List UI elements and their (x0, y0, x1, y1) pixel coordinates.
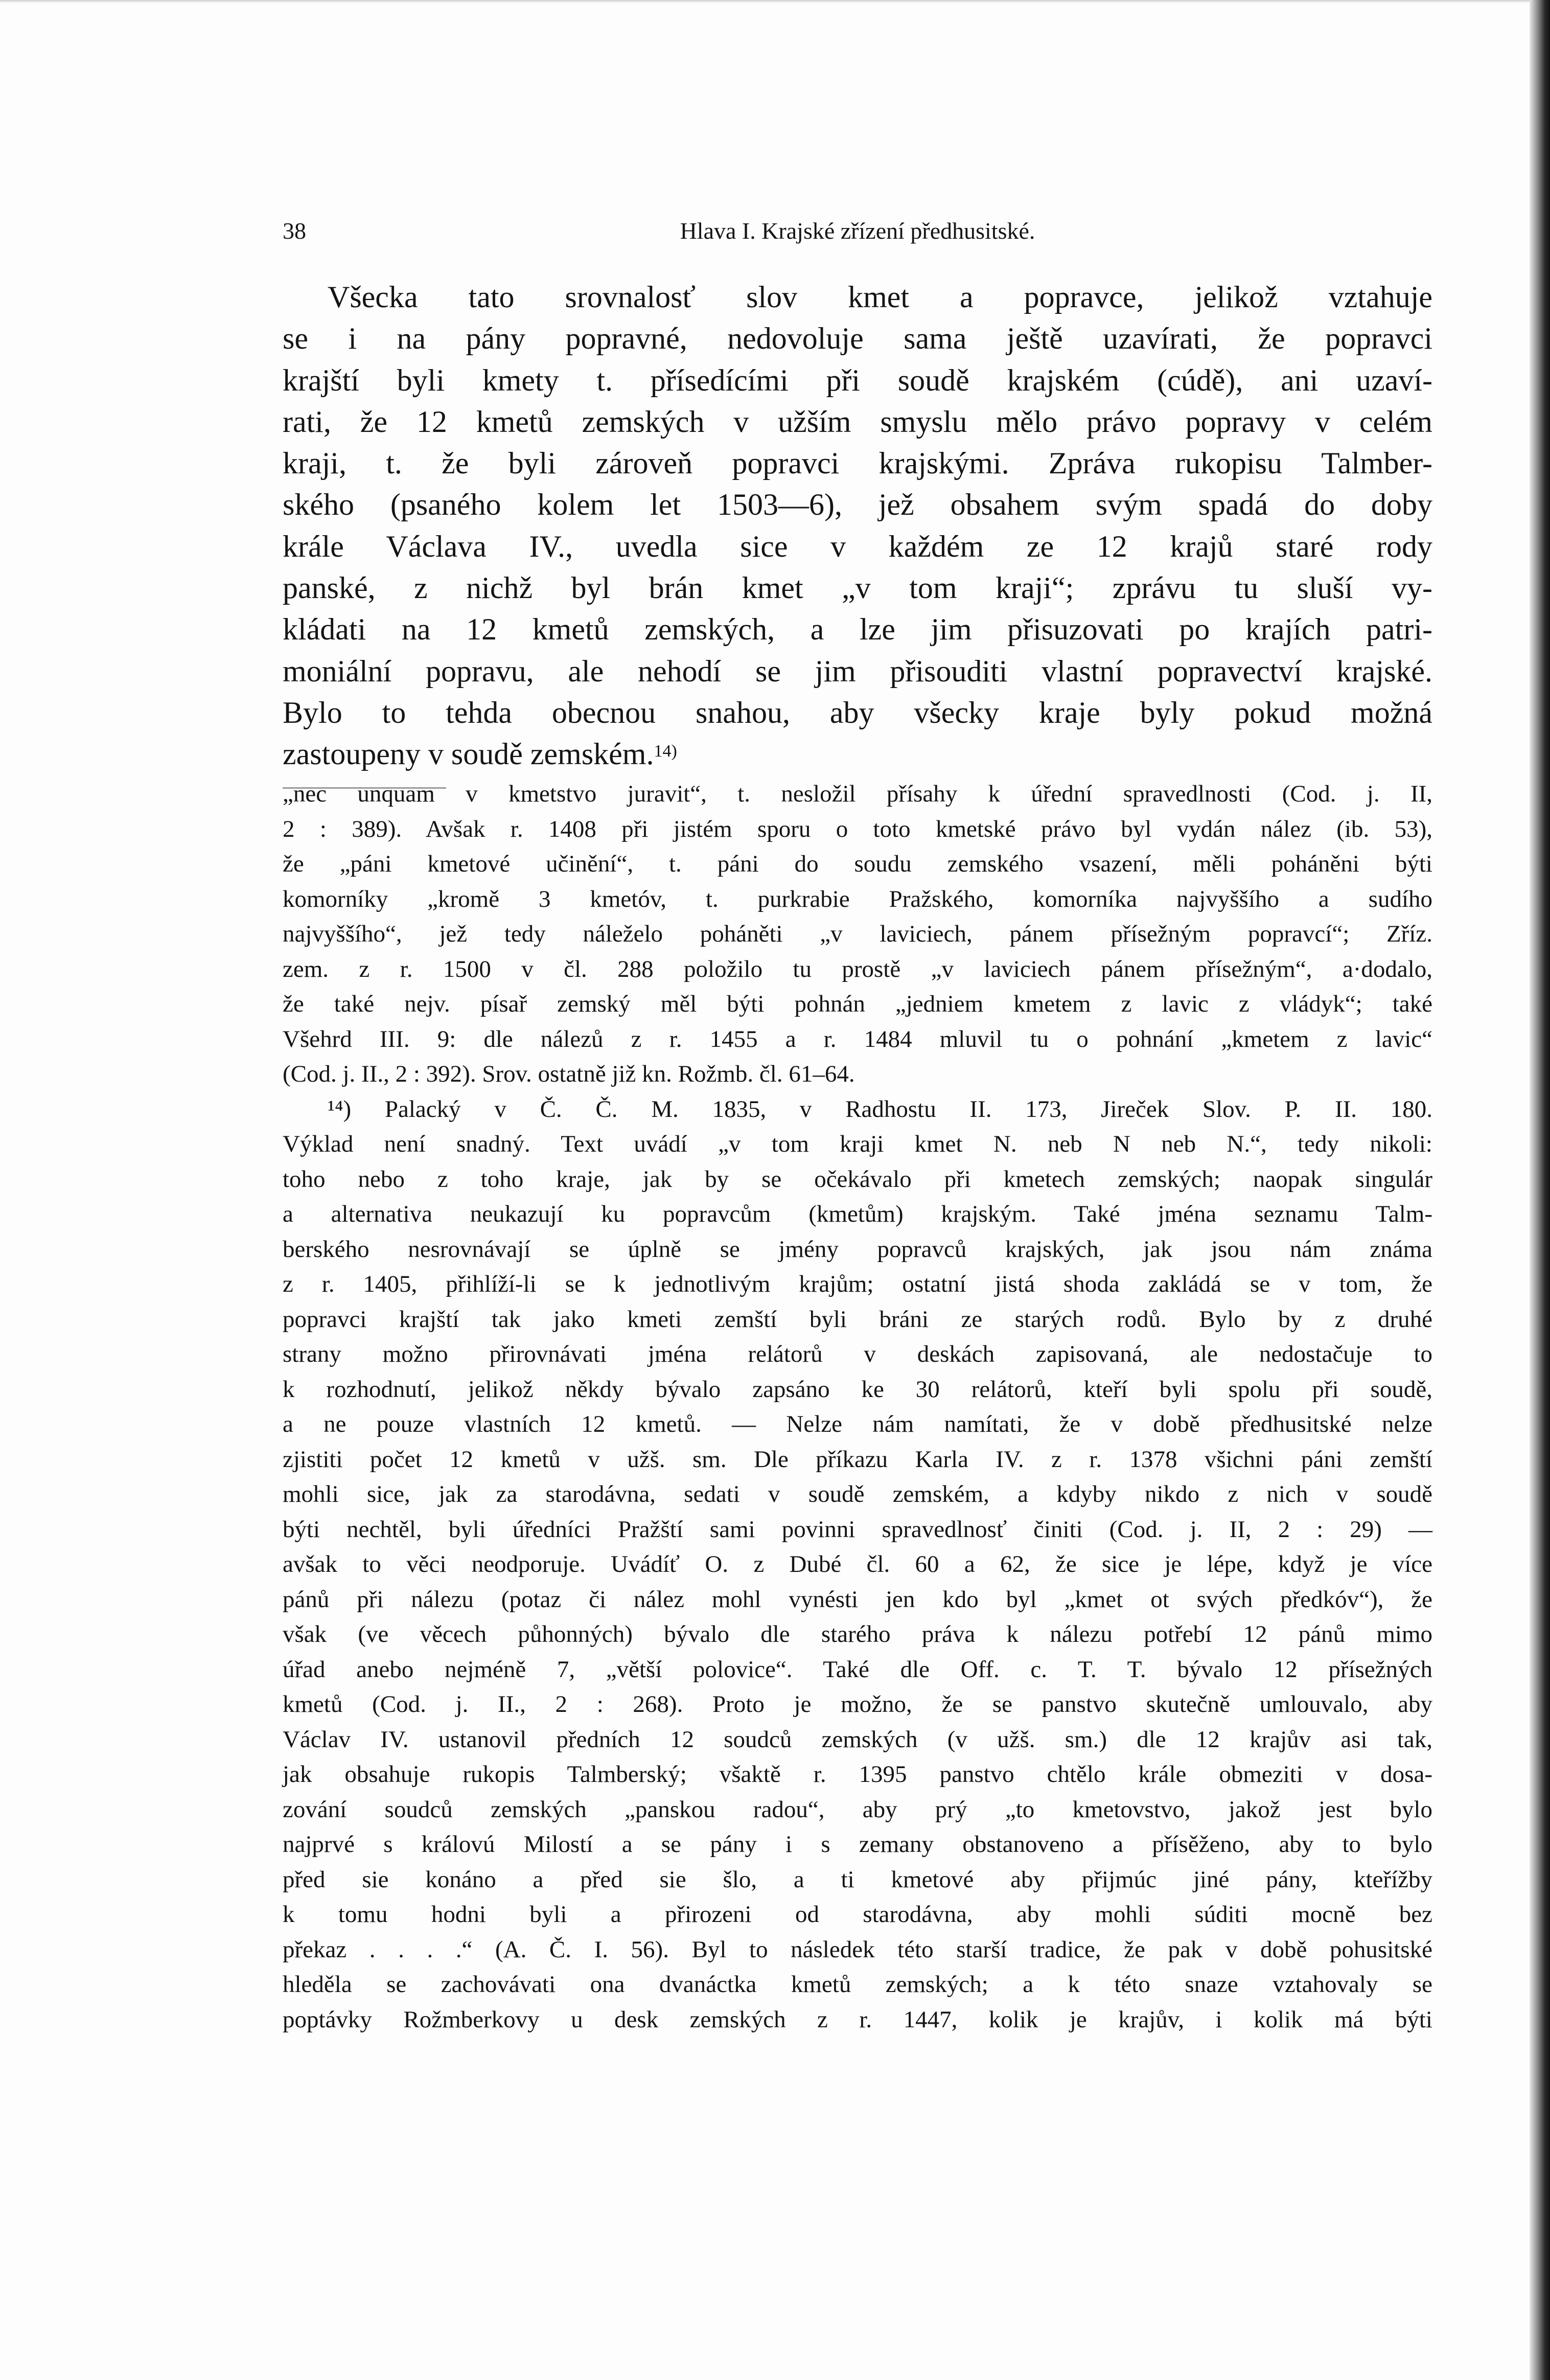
footnote-line: Výklad není snadný. Text uvádí „v tom kraji kmet N. neb N neb N.“, tedy nikoli: (283, 1131, 1432, 1157)
footnote-line: úřad anebo nejméně 7, „větší polovice“. Také dle Off. c. T. T. bývalo 12 přísežných (283, 1656, 1432, 1683)
footnote-line: a alternativa neukazují ku popravcům (kmetům) krajským. Také jména seznamu Talm- (283, 1201, 1432, 1227)
footnote-line: popravci krajští tak jako kmeti zemští byli bráni ze starých rodů. Bylo by z druhé (283, 1306, 1432, 1333)
footnote-line: zování soudců zemských „panskou radou“, aby prý „to kmetovstvo, jakož jest bylo (283, 1796, 1432, 1823)
main-text-line-content: kraji, t. že byli zároveň popravci krajskými. Zpráva rukopisu Talmber- (283, 446, 1432, 480)
footnote-line: Všehrd III. 9: dle nálezů z r. 1455 a r. 1484 mluvil tu o pohnání „kmetem z lavic“ (283, 1025, 1432, 1052)
footnote-line: poptávky Rožmberkovy u desk zemských z r. 1447, kolik je krajův, i kolik má býti (283, 2006, 1432, 2033)
scan-top-edge (0, 0, 1550, 3)
main-text-line-content: Bylo to tehda obecnou snahou, aby všecky kraje byly pokud možná (283, 695, 1432, 729)
main-text-line-content: krále Václava IV., uvedla sice v každém ze 12 krajů staré rody (283, 529, 1432, 563)
footnote-line: avšak to věci neodporuje. Uvádíť O. z Dubé čl. 60 a 62, že sice je lépe, když je více (283, 1551, 1432, 1577)
footnote-line: 2 : 389). Avšak r. 1408 při jistém sporu o toto kmetské právo byl vydán nález (ib. 53), (283, 815, 1432, 842)
main-text (283, 277, 1432, 775)
main-text-line (283, 401, 1432, 443)
main-text-line (283, 318, 1432, 359)
footnotes (283, 776, 1432, 2037)
footnote-line: „nec unquam v kmetstvo juravit“, t. nesložil přísahy k úřední spravedlnosti (Cod. j. II, (283, 781, 1432, 807)
footnote-line: najvyššího“, jež tedy náleželo poháněti „v laviciech, pánem přísežným popravcí“; Zříz. (283, 921, 1432, 947)
footnote-line: před sie konáno a před sie šlo, a ti kmetové aby přijmúc jiné pány, kteřížby (283, 1866, 1432, 1893)
main-text-line (283, 609, 1432, 650)
main-text-line (283, 567, 1432, 609)
footnote-line: že také nejv. písař zemský měl býti pohnán „jedniem kmetem z lavic z vládyk“; také (283, 991, 1432, 1017)
footnote-line: (Cod. j. II., 2 : 392). Srov. ostatně již kn. Rožmb. čl. 61–64. (283, 1061, 855, 1087)
footnote-line: překaz . . . .“ (A. Č. I. 56). Byl to následek této starší tradice, že pak v době pohusitské (283, 1936, 1432, 1963)
footnote-line: najprvé s královú Milostí a se pány i s zemany obstanoveno a přísěženo, aby to bylo (283, 1831, 1432, 1858)
footnote-line: a ne pouze vlastních 12 kmetů. — Nelze nám namítati, že v době předhusitské nelze (283, 1411, 1432, 1437)
footnote-line: k tomu hodni byli a přirozeni od starodávna, aby mohli súditi mocně bez (283, 1901, 1432, 1928)
main-text-line (283, 360, 1432, 401)
main-text-line-content: kládati na 12 kmetů zemských, a lze jim přisuzovati po krajích patri- (283, 612, 1432, 647)
footnote-line: jak obsahuje rukopis Talmberský; všaktě r. 1395 panstvo chtělo krále obmeziti v dosa- (283, 1761, 1432, 1788)
footnote-line: ¹⁴) Palacký v Č. Č. M. 1835, v Radhostu II. 173, Jireček Slov. P. II. 180. (328, 1095, 1432, 1123)
footnote-line: berského nesrovnávají se úplně se jmény popravců krajských, jak jsou nám známa (283, 1235, 1432, 1263)
main-text-line-content: krajští byli kmety t. přísedícími při soudě krajském (cúdě), ani uzaví- (283, 363, 1432, 397)
footnote-line: strany možno přirovnávati jména relátorů v deskách zapisovaná, ale nedostačuje to (283, 1341, 1432, 1367)
footnote-line: býti nechtěl, byli úředníci Pražští sami povinni spravedlnosť činiti (Cod. j. II, 2 : 29) — (283, 1516, 1432, 1543)
footnote-line: zjistiti počet 12 kmetů v užš. sm. Dle příkazu Karla IV. z r. 1378 všichni páni zemští (283, 1446, 1432, 1473)
main-text-line (283, 443, 1432, 484)
main-text-line-content: Všecka tato srovnalosť slov kmet a popravce, jelikož vztahuje (328, 280, 1432, 314)
main-text-line-content: panské, z nichž byl brán kmet „v tom kraji“; zprávu tu sluší vy- (283, 571, 1432, 605)
main-text-line-content: se i na pány popravné, nedovoluje sama ještě uzavírati, že popravci (283, 322, 1432, 356)
footnote-line: pánů při nálezu (potaz či nález mohl vynésti jen kdo byl „kmet ot svých předkóv“), že (283, 1586, 1432, 1613)
footnote-line: hleděla se zachovávati ona dvanáctka kmetů zemských; a k této snaze vztahovaly se (283, 1971, 1432, 1998)
page-number: 38 (283, 218, 306, 244)
main-text-line (283, 484, 1432, 525)
main-text-line-content: rati, že 12 kmetů zemských v užším smyslu mělo právo popravy v celém (283, 404, 1432, 439)
scan-right-edge (1530, 0, 1550, 2380)
main-text-line (283, 651, 1432, 692)
running-header (283, 217, 1432, 253)
main-text-line (283, 734, 1432, 775)
footnote-line: komorníky „kromě 3 kmetóv, t. purkrabie Pražského, komorníka najvyššího a sudího (283, 885, 1432, 912)
main-text-line-content: ského (psaného kolem let 1503—6), jež obsahem svým spadá do doby (283, 488, 1432, 522)
footnote-reference: 14) (654, 742, 677, 761)
footnote-line: toho nebo z toho kraje, jak by se očekávalo při kmetech zemských; naopak singulár (283, 1165, 1432, 1193)
footnote-line: mohli sice, jak za starodávna, sedati v soudě zemském, a kdyby nikdo z nich v soudě (283, 1481, 1432, 1507)
main-text-line-content: moniální popravu, ale nehodí se jim přisouditi vlastní popravectví krajské. (283, 654, 1432, 688)
main-text-line-content: zastoupeny v soudě zemském. (283, 737, 654, 771)
main-text-line (283, 692, 1432, 734)
footnote-line: však (ve věcech půhonných) bývalo dle starého práva k nálezu potřebí 12 pánů mimo (283, 1621, 1432, 1647)
running-title: Hlava I. Krajské zřízení předhusitské. (680, 218, 1035, 244)
footnote-line: z r. 1405, přihlíží-li se k jednotlivým krajům; ostatní jistá shoda zakládá se v tom, že (283, 1271, 1432, 1297)
footnote-line: kmetů (Cod. j. II., 2 : 268). Proto je možno, že se panstvo skutečně umlouvalo, aby (283, 1691, 1432, 1718)
main-text-line (283, 277, 1432, 318)
main-text-line (283, 526, 1432, 567)
footnote-line: k rozhodnutí, jelikož někdy bývalo zapsáno ke 30 relátorů, kteří byli spolu při soudě, (283, 1376, 1432, 1403)
footnote-line: že „páni kmetové učinění“, t. páni do soudu zemského vsazení, měli poháněni býti (283, 851, 1432, 877)
footnote-line: zem. z r. 1500 v čl. 288 položilo tu prostě „v laviciech pánem přísežným“, a·dodalo, (283, 955, 1432, 982)
footnote-line: Václav IV. ustanovil předních 12 soudců zemských (v užš. sm.) dle 12 krajův asi tak, (283, 1726, 1432, 1753)
